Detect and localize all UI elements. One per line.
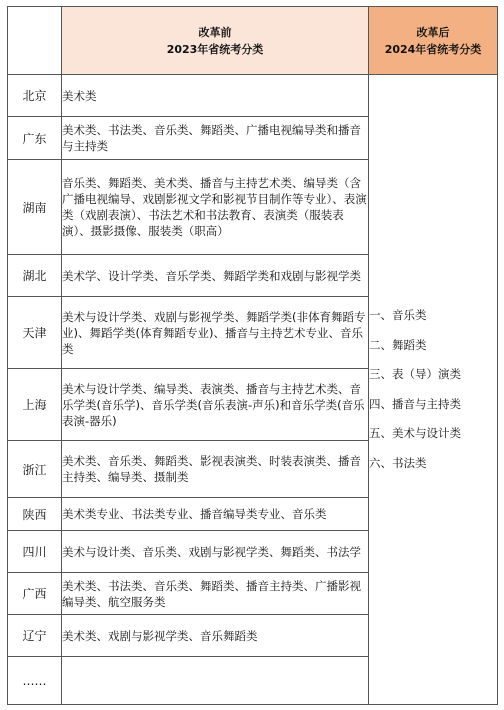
- province-cell: 北京: [8, 75, 62, 117]
- categories-cell: 美术类、书法类、音乐类、舞蹈类、播音主持类、广播影视编导类、航空服务类: [62, 573, 369, 615]
- categories-cell: 美术类专业、书法类专业、播音编导类专业、音乐类: [62, 498, 369, 531]
- table-row: [8, 75, 498, 117]
- categories-cell: 美术类、音乐类、舞蹈类、影视表演类、时装表演类、播音主持类、编导类、摄制类: [62, 441, 369, 498]
- province-cell: 广西: [8, 573, 62, 615]
- categories-cell: 美术类、书法类、音乐类、舞蹈类、广播电视编导类和播音与主持类: [62, 117, 369, 160]
- before-header-cell: [62, 7, 369, 75]
- province-cell: 湖南: [8, 160, 62, 255]
- province-cell: 浙江: [8, 441, 62, 498]
- list-item: 四、播音与主持类: [369, 396, 461, 411]
- categories-cell: 美术学、设计学类、音乐学类、舞蹈学类和戏剧与影视学类: [62, 255, 369, 297]
- after-title: 改革后: [416, 25, 450, 39]
- province-cell-ellipsis: ……: [8, 657, 62, 705]
- header-corner-cell: [8, 7, 62, 75]
- province-cell: 湖北: [8, 255, 62, 297]
- categories-cell: 美术与设计类、音乐类、戏剧与影视学类、舞蹈类、书法学: [62, 531, 369, 573]
- province-cell: 辽宁: [8, 615, 62, 657]
- header-row: [8, 7, 498, 75]
- list-item: 一、音乐类: [369, 308, 427, 322]
- categories-cell: 音乐类、舞蹈类、美术类、播音与主持艺术类、编导类（含广播电视编导、戏剧影视文学和影视节目制作等专业）、表演类（戏剧表演）、书法艺术和书法教育、表演类（服装表演）、摄影摄像、服装类（职高）: [62, 160, 369, 255]
- province-cell: 上海: [8, 369, 62, 441]
- province-cell: 广东: [8, 117, 62, 160]
- comparison-table: [7, 6, 498, 705]
- list-item: 三、表（导）演类: [369, 367, 461, 381]
- province-cell: 四川: [8, 531, 62, 573]
- categories-cell: 美术与设计学类、戏剧与影视学类、舞蹈学类(非体育舞蹈专业)、舞蹈学类(体育舞蹈专业)、播音与主持艺术专业、音乐类: [62, 297, 369, 369]
- before-title: 改革前: [198, 25, 232, 39]
- list-item: 二、舞蹈类: [369, 337, 427, 352]
- categories-cell: 美术与设计学类、编导类、表演类、播音与主持艺术类、音乐学类(音乐学)、音乐学类(音乐表演-声乐)和音乐学类(音乐表演-器乐): [62, 369, 369, 441]
- after-categories-cell: [369, 75, 498, 705]
- province-cell: 陕西: [8, 498, 62, 531]
- after-subtitle: 2024年省统考分类: [384, 42, 482, 56]
- categories-cell: 美术类、戏剧与影视学类、音乐舞蹈类: [62, 615, 369, 657]
- before-subtitle: 2023年省统考分类: [166, 42, 264, 56]
- after-header-cell: [369, 7, 498, 75]
- after-categories-list: [369, 301, 497, 478]
- province-cell: 天津: [8, 297, 62, 369]
- list-item: 五、美术与设计类: [369, 426, 461, 440]
- categories-cell: 美术类: [62, 75, 369, 117]
- categories-cell: [62, 657, 369, 705]
- list-item: 六、书法类: [369, 455, 427, 470]
